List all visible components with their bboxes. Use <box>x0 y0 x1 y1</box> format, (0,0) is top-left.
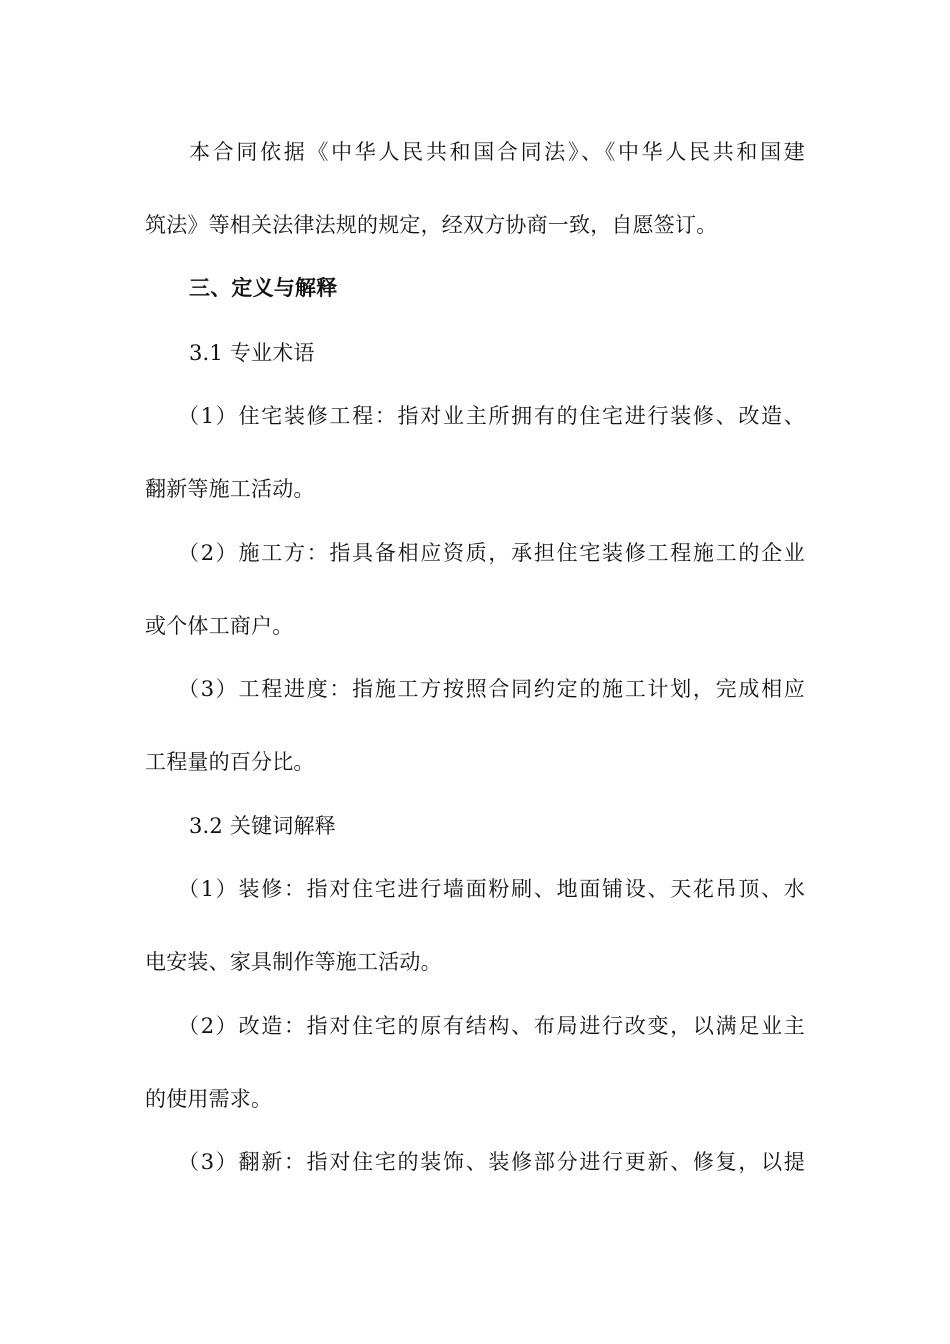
paragraph-line: 筑法》等相关法律法规的规定，经双方协商一致，自愿签订。 <box>145 213 718 237</box>
paragraph-line: （1）装修：指对住宅进行墙面粉刷、地面铺设、天花吊顶、水 <box>178 877 805 901</box>
section-heading: 三、定义与解释 <box>189 275 338 300</box>
paragraph-line: 本合同依据《中华人民共和国合同法》、《中华人民共和国建 <box>189 140 805 164</box>
subsection-heading: 3.2 关键词解释 <box>189 814 336 838</box>
paragraph-line: （3）工程进度：指施工方按照合同约定的施工计划，完成相应 <box>178 677 805 701</box>
paragraph-line: 电安装、家具制作等施工活动。 <box>145 950 442 974</box>
paragraph-line: （1）住宅装修工程：指对业主所拥有的住宅进行装修、改造、 <box>178 404 805 428</box>
subsection-heading: 3.1 专业术语 <box>189 341 315 365</box>
paragraph-line: 工程量的百分比。 <box>145 750 315 774</box>
paragraph-line: （2）施工方：指具备相应资质，承担住宅装修工程施工的企业 <box>178 541 805 565</box>
paragraph-line: 翻新等施工活动。 <box>145 477 315 501</box>
paragraph-line: 的使用需求。 <box>145 1087 273 1111</box>
paragraph-line: （3）翻新：指对住宅的装饰、装修部分进行更新、修复，以提 <box>178 1150 805 1174</box>
paragraph-line: （2）改造：指对住宅的原有结构、布局进行改变，以满足业主 <box>178 1014 805 1038</box>
paragraph-line: 或个体工商户。 <box>145 614 294 638</box>
